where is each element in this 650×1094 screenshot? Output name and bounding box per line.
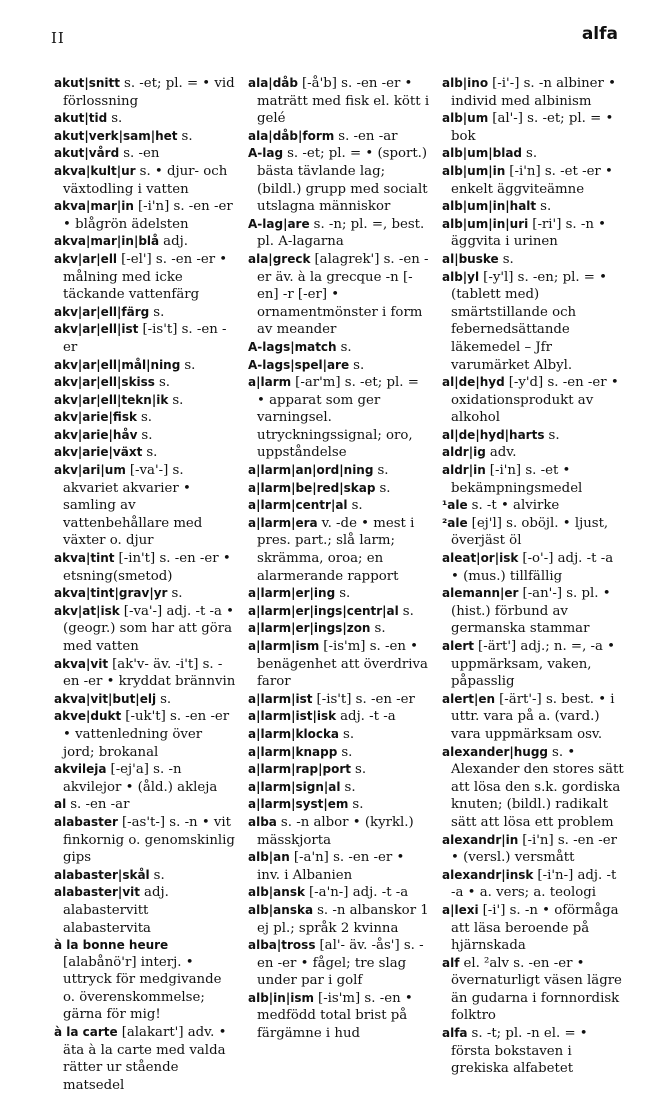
dictionary-entry [54, 304, 236, 322]
definition: s. [343, 726, 355, 742]
definition: [-ärt'] adj.; n. =, -a • uppmärksam, vaken, påpasslig [451, 639, 616, 690]
headword: a|larm|er|ings|zon [248, 621, 371, 636]
headword: aldr|in [442, 463, 486, 478]
dictionary-entry [248, 990, 430, 1043]
definition: adj. [163, 234, 188, 250]
headword: al|buske [442, 251, 499, 266]
headword: akv|ar|ell [54, 251, 118, 266]
dictionary-entry [442, 550, 624, 585]
headword: alexander|hugg [442, 744, 549, 759]
headword: akva|tint|grav|yr [54, 586, 168, 601]
dictionary-entry [442, 462, 624, 497]
definition: s. [172, 392, 184, 408]
definition: s. -en -ar [70, 797, 130, 813]
dictionary-entry [54, 251, 236, 304]
headword: a|larm|sign|al [248, 779, 341, 794]
headword: akvileja [54, 762, 107, 777]
headword: a|larm|be|red|skap [248, 480, 376, 495]
headword: à la bonne heure [54, 938, 169, 953]
definition: s. [158, 375, 171, 391]
headword: alb|um|in|halt [442, 199, 537, 214]
definition: [-a'n] s. -en -er • inv. i Albanien [257, 850, 405, 883]
definition: adj. -t -a [340, 709, 396, 725]
dictionary-entry [442, 744, 624, 832]
dictionary-entry [54, 691, 236, 709]
headword: a|larm [248, 375, 292, 390]
headword: akv|ar|ell|tekn|ik [54, 392, 169, 407]
dictionary-entry [442, 75, 624, 110]
dictionary-entry [442, 216, 624, 251]
headword: akv|ar|ell|skiss [54, 375, 155, 390]
dictionary-entry [442, 902, 624, 955]
dictionary-entry [248, 462, 430, 480]
definition: s. -n; pl. =, best. pl. A-lagarna [257, 216, 425, 250]
dictionary-entry [54, 357, 236, 375]
dictionary-entry [248, 497, 430, 515]
headword: akv|ar|ell|färg [54, 304, 150, 319]
definition: [-y'd] s. -en -er • oxidationsprodukt av alkohol [451, 375, 619, 426]
dictionary-entry [442, 1025, 624, 1078]
dictionary-entry [442, 444, 624, 462]
headword: ala|dåb|form [248, 128, 335, 143]
headword: alfa [442, 1026, 468, 1041]
headword: aleat|or|isk [442, 551, 519, 566]
dictionary-entry [442, 110, 624, 145]
definition: [-ri'] s. -n • äggvita i urinen [451, 216, 607, 250]
dictionary-entry [442, 145, 624, 163]
definition: [-a'n-] adj. -t -a [308, 885, 409, 901]
definition: [-i'n] s. -en -er • (versl.) versmått [451, 832, 618, 866]
dictionary-entry [54, 233, 236, 251]
definition: s. [377, 463, 389, 479]
column-1 [54, 75, 236, 1094]
definition: [-va'-] adj. -t -a • (geogr.) som har att göra med vatten [63, 603, 235, 654]
dictionary-entry [248, 849, 430, 884]
headword: a|larm|centr|al [248, 498, 348, 513]
headword: a|larm|rap|port [248, 762, 351, 777]
definition: [-is't] s. -en -er [316, 691, 415, 707]
dictionary-entry [54, 796, 236, 814]
headword: A-lag [248, 146, 284, 161]
definition: v. -de • mest i pres. part.; slå larm; skrämma, oroa; en alarmerande rapport [257, 515, 415, 584]
dictionary-entry [248, 796, 430, 814]
headword: alb|um [442, 111, 489, 126]
headword: akve|dukt [54, 709, 122, 724]
definition: [-in't] s. -en -er • etsning(smetod) [63, 551, 231, 584]
headword: akv|at|isk [54, 603, 120, 618]
definition: [-i'-] s. -n albiner • individ med albinism [451, 76, 616, 109]
definition: adv. [489, 445, 517, 461]
dictionary-entry [54, 884, 236, 937]
headword: al|de|hyd [442, 375, 505, 390]
headword: ala|greck [248, 251, 311, 266]
headword: akut|vård [54, 146, 120, 161]
dictionary-entry [442, 832, 624, 867]
dictionary-entry [442, 251, 624, 269]
definition: s. [540, 199, 552, 215]
definition: s. [153, 304, 165, 320]
dictionary-entry [248, 779, 430, 797]
dictionary-entry [248, 515, 430, 585]
definition: [-va'-] s. akvariet akvarier • samling av vattenbehållare med växter o. djur [63, 463, 203, 549]
headword: aldr|ig [442, 445, 486, 460]
definition: s. -en -ar [338, 128, 398, 144]
headword: a|larm|ism [248, 639, 320, 653]
dictionary-entry [442, 585, 624, 638]
dictionary-entry [54, 585, 236, 603]
headword: akv|arie|växt [54, 445, 143, 460]
dictionary-entry [248, 620, 430, 638]
definition: s. [352, 797, 364, 813]
dictionary-entry [442, 691, 624, 744]
dictionary-entry [442, 867, 624, 902]
dictionary-entry [248, 884, 430, 902]
definition: [-is'm] s. -en • medfödd total brist på färgämne i hud [257, 990, 413, 1042]
dictionary-entry [248, 339, 430, 357]
headword: à la carte [54, 1025, 118, 1040]
definition: [-el'] s. -en -er • målning med icke täckande vattenfärg [63, 251, 228, 303]
definition: s. -t; pl. -n el. = • första bokstaven i grekiska alfabetet [451, 1026, 588, 1077]
headword: alb|an [248, 850, 290, 865]
dictionary-entry [248, 251, 430, 339]
headword: alb|um|blad [442, 146, 523, 161]
dictionary-entry [54, 145, 236, 163]
definition: [-i'] s. -n • oförmåga att läsa beroende på hjärnskada [451, 902, 619, 954]
definition: s. -en [123, 146, 160, 162]
definition: s. -et; pl. = • vid förlossning [63, 76, 235, 109]
headword: alabaster|vit [54, 885, 140, 900]
headword: A-lags|spel|are [248, 357, 350, 372]
dictionary-entry [442, 638, 624, 691]
headword: akva|mar|in [54, 199, 134, 214]
dictionary-entry [442, 163, 624, 198]
definition: [alakart'] adv. • äta à la carte med valda rätter ur stående matsedel [63, 1025, 227, 1093]
definition: s. [171, 586, 183, 602]
headword: akva|kult|ur [54, 163, 136, 178]
headword: akva|tint [54, 551, 115, 566]
dictionary-entry [248, 761, 430, 779]
headword: akva|vit|but|elj [54, 691, 157, 706]
definition: [ej'l] s. oböjl. • ljust, överjäst öl [451, 515, 609, 549]
definition: [-ar'm] s. -et; pl. = • apparat som ger varningsel. utryckningssignal; oro, uppståndelse [257, 375, 419, 461]
dictionary-entry [54, 392, 236, 410]
definition: [alagrek'] s. -en -er äv. à la grecque -n [-en] -r [-er] • ornamentmönster i form av meander [257, 251, 429, 338]
dictionary-entry [442, 427, 624, 445]
definition: [-å'b] s. -en -er • maträtt med fisk el. kött i gelé [257, 76, 430, 127]
definition: s. [153, 867, 165, 883]
definition: s. -t • alvirke [471, 498, 560, 514]
headword: a|larm|er|ings|centr|al [248, 603, 399, 618]
definition: s. [526, 146, 538, 162]
dictionary-entry [248, 708, 430, 726]
definition: s. [351, 498, 363, 514]
dictionary-entry [248, 603, 430, 621]
headword: a|larm|knapp [248, 744, 338, 759]
page-number: II [51, 29, 65, 47]
headword: alert [442, 639, 475, 653]
dictionary-entry [248, 145, 430, 215]
dictionary-entry [54, 198, 236, 233]
dictionary-entry [54, 374, 236, 392]
dictionary-entry [248, 902, 430, 937]
headword: a|larm|syst|em [248, 797, 349, 812]
definition: s. [374, 621, 386, 637]
definition: [ak'v- äv. -i't] s. -en -er • kryddat brännvin [63, 656, 236, 690]
dictionary-entry [54, 708, 236, 761]
headword: a|larm|era [248, 515, 318, 530]
headword: akv|ari|um [54, 463, 126, 478]
dictionary-entry [442, 955, 624, 1025]
dictionary-entry [54, 550, 236, 585]
headword: a|larm|an|ord|ning [248, 463, 374, 478]
definition: s. [141, 427, 153, 443]
headword: al|de|hyd|harts [442, 427, 545, 442]
definition: el. ²alv s. -en -er • övernaturligt väsen lägre än gudarna i fornnordisk folktro [451, 955, 622, 1024]
definition: [-i'n] s. -et -er • enkelt äggviteämne [451, 163, 613, 197]
definition: [-i'n] s. -en -er • blågrön ädelsten [63, 199, 233, 232]
definition: [-an'-] s. pl. • (hist.) förbund av germanska stammar [451, 586, 611, 637]
definition: s. [548, 427, 560, 443]
headword: al [54, 797, 67, 812]
definition: [al'-] s. -et; pl. = • bok [451, 111, 614, 144]
headword: ala|dåb [248, 76, 298, 90]
dictionary-entry [248, 216, 430, 251]
definition: [-i'n] s. -et • bekämpningsmedel [451, 463, 583, 496]
definition: s. -n albanskor 1 ej pl.; språk 2 kvinna [257, 902, 429, 936]
headword: alb|um|in|uri [442, 216, 529, 231]
headword: akv|ar|ell|ist [54, 322, 139, 337]
headword: alba|tross [248, 938, 316, 953]
definition: s. [355, 762, 367, 778]
dictionary-entry [54, 462, 236, 550]
dictionary-entry [54, 409, 236, 427]
dictionary-entry [248, 814, 430, 849]
headword: alf [442, 955, 460, 970]
headword: ¹ale [442, 498, 468, 513]
headword: akva|vit [54, 656, 109, 671]
dictionary-entry [54, 867, 236, 885]
definition: s. • Alexander den stores sätt att lösa den s.k. gordiska knuten; (bildl.) radikalt sätt att lösa ett problem [451, 744, 624, 830]
dictionary-entry [442, 198, 624, 216]
definition: s. [181, 128, 193, 144]
dictionary-entry [54, 75, 236, 110]
headword: alexandr|insk [442, 867, 534, 882]
headword: a|lexi [442, 902, 479, 917]
dictionary-entry [248, 691, 430, 709]
dictionary-entry [248, 480, 430, 498]
definition: s. • djur- och växtodling i vatten [63, 163, 228, 197]
running-head: alfa [581, 24, 618, 44]
headword: alb|ansk [248, 885, 305, 900]
headword: a|larm|er|ing [248, 586, 336, 601]
definition: [-uk't] s. -en -er • vattenledning över jord; brokanal [63, 709, 230, 760]
dictionary-entry [248, 937, 430, 990]
dictionary-entry [54, 814, 236, 867]
dictionary-entry [54, 444, 236, 462]
dictionary-entry [442, 497, 624, 515]
headword: A-lags|match [248, 339, 337, 354]
column-3 [442, 75, 624, 1094]
definition: [-y'l] s. -en; pl. = • (tablett med) smärtstillande och febernedsättande läkemedel – Jfr varumärket Albyl. [451, 269, 607, 373]
headword: ²ale [442, 515, 468, 530]
headword: alemann|er [442, 586, 519, 601]
headword: a|larm|klocka [248, 726, 340, 741]
headword: alabaster|skål [54, 867, 150, 882]
headword: akut|snitt [54, 76, 121, 90]
definition: s. [344, 779, 356, 795]
headword: alexandr|in [442, 832, 519, 847]
dictionary-entry [54, 163, 236, 198]
headword: alba [248, 814, 277, 829]
dictionary-entry [248, 75, 430, 128]
headword: akut|verk|sam|het [54, 128, 178, 143]
definition: [alabånö'r] interj. • uttryck för medgivande o. överenskommelse; gärna för mig! [63, 954, 222, 1023]
headword: A-lag|are [248, 216, 310, 231]
definition: s. [184, 357, 196, 373]
definition: [al'- äv. -ås'] s. -en -er • fågel; tre slag under par i golf [257, 938, 424, 989]
dictionary-entry [54, 603, 236, 656]
definition: s. [146, 445, 158, 461]
dictionary-entry [54, 1024, 236, 1094]
headword: alert|en [442, 691, 496, 706]
definition: s. [402, 603, 414, 619]
dictionary-entry [54, 937, 236, 1024]
definition: [-is'm] s. -en • benägenhet att överdriva faror [257, 639, 428, 690]
headword: a|larm|ist|isk [248, 709, 337, 724]
dictionary-entry [442, 374, 624, 427]
definition: [-ej'a] s. -n akvilejor • (åld.) akleja [63, 762, 218, 795]
definition: [-ärt'-] s. best. • i uttr. vara på a. (vard.) vara uppmärksam osv. [451, 691, 615, 742]
headword: alb|ino [442, 76, 489, 90]
definition: s. [379, 480, 391, 496]
headword: alb|anska [248, 902, 314, 917]
dictionary-entry [248, 744, 430, 762]
dictionary-entry [248, 374, 430, 462]
definition: s. [341, 744, 353, 760]
definition: adj. alabastervitt alabastervita [63, 885, 169, 936]
dictionary-entry [54, 128, 236, 146]
dictionary-entry [248, 357, 430, 375]
definition: [-is't] s. -en -er [63, 322, 227, 355]
dictionary-entry [54, 656, 236, 691]
definition: [-i'n-] adj. -t -a • a. vers; a. teologi [451, 867, 617, 901]
dictionary-entry [54, 427, 236, 445]
definition: s. [339, 586, 351, 602]
headword: akv|arie|fisk [54, 410, 137, 425]
definition: s. [340, 339, 352, 355]
headword: a|larm|ist [248, 691, 313, 706]
headword: alabaster [54, 814, 118, 829]
headword: alb|in|ism [248, 990, 314, 1005]
headword: akv|arie|håv [54, 427, 138, 442]
headword: akva|mar|in|blå [54, 234, 160, 249]
definition: s. [353, 357, 365, 373]
definition: s. -n albor • (kyrkl.) mässkjorta [257, 814, 414, 848]
definition: s. [160, 691, 172, 707]
definition: s. [111, 111, 123, 127]
headword: akut|tid [54, 111, 108, 126]
definition: s. -et; pl. = • (sport.) bästa tävlande lag; (bildl.) grupp med socialt utslagna människor [257, 146, 428, 215]
definition: s. [502, 251, 514, 267]
dictionary-entry [54, 321, 236, 356]
dictionary-entry [248, 638, 430, 691]
definition: [-o'-] adj. -t -a • (mus.) tillfällig [451, 551, 614, 584]
dictionary-entry [54, 110, 236, 128]
headword: alb|um|in [442, 163, 506, 178]
dictionary-columns [54, 75, 624, 1094]
dictionary-entry [442, 515, 624, 550]
column-2 [248, 75, 430, 1094]
dictionary-entry [248, 585, 430, 603]
headword: akv|ar|ell|mål|ning [54, 357, 181, 372]
dictionary-entry [248, 726, 430, 744]
definition: s. [140, 410, 153, 426]
definition: [-as't-] s. -n • vit finkornig o. genomskinlig gips [63, 814, 235, 866]
dictionary-entry [248, 128, 430, 146]
dictionary-entry [54, 761, 236, 796]
dictionary-entry [442, 269, 624, 375]
headword: alb|yl [442, 269, 480, 284]
